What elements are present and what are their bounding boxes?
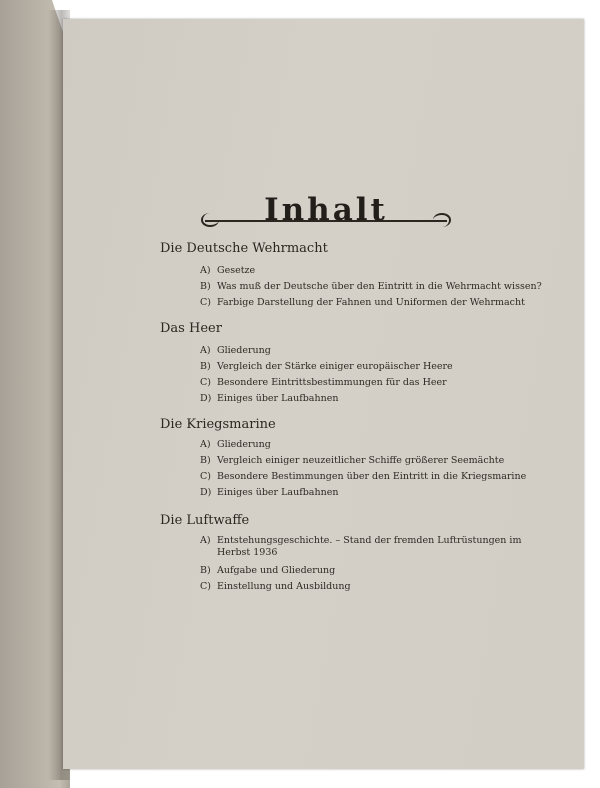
item-text: Aufgabe und Gliederung [217, 565, 336, 576]
item-letter: B) [200, 455, 211, 466]
item-text: Entstehungsgeschichte. – Stand der fremden Luftrüstungen im [217, 535, 522, 546]
section-wehrmacht [160, 241, 542, 308]
item-letter: B) [200, 361, 211, 372]
item-text-continuation: Herbst 1936 [217, 547, 278, 558]
book-page [63, 19, 584, 769]
item-text: Gesetze [217, 265, 256, 276]
list-item [200, 297, 525, 309]
item-text: Vergleich einiger neuzeitlicher Schiffe größerer Seemächte [217, 455, 505, 466]
list-item [200, 345, 271, 357]
page-title: Inhalt [264, 192, 388, 228]
item-letter: A) [200, 265, 211, 276]
item-text: Einiges über Laufbahnen [217, 393, 339, 404]
item-letter: D) [200, 393, 212, 404]
item-text: Vergleich der Stärke einiger europäischer Heere [217, 361, 453, 372]
item-text: Einstellung und Ausbildung [217, 581, 351, 592]
list-item [200, 393, 338, 405]
list-item [200, 471, 526, 483]
list-item [200, 265, 255, 277]
item-letter: B) [200, 281, 211, 292]
list-item [200, 581, 351, 593]
list-item [200, 439, 271, 451]
item-letter: A) [200, 439, 211, 450]
section-heading: Das Heer [160, 321, 222, 336]
item-letter: C) [200, 471, 211, 482]
item-text: Was muß der Deutsche über den Eintritt in die Wehrmacht wissen? [217, 281, 542, 292]
list-item [200, 535, 521, 559]
item-text: Farbige Darstellung der Fahnen und Uniformen der Wehrmacht [217, 297, 525, 308]
item-text: Besondere Bestimmungen über den Eintritt in die Kriegsmarine [217, 471, 527, 482]
item-letter: C) [200, 297, 211, 308]
item-text: Gliederung [217, 345, 271, 356]
section-heer [160, 321, 453, 404]
list-item [200, 377, 447, 389]
section-luftwaffe [160, 513, 522, 592]
section-heading: Die Deutsche Wehrmacht [160, 241, 328, 256]
item-letter: A) [200, 345, 211, 356]
item-text: Gliederung [217, 439, 271, 450]
item-letter: B) [200, 565, 211, 576]
list-item [200, 455, 504, 467]
list-item [200, 487, 338, 499]
item-letter: C) [200, 377, 211, 388]
title-block [201, 180, 451, 240]
item-letter: A) [200, 535, 211, 546]
section-heading: Die Kriegsmarine [160, 417, 276, 432]
item-letter: C) [200, 581, 211, 592]
list-item [200, 281, 542, 293]
section-heading: Die Luftwaffe [160, 513, 250, 528]
list-item [200, 565, 335, 577]
section-kriegsmarine [160, 417, 527, 498]
item-text: Einiges über Laufbahnen [217, 487, 339, 498]
list-item [200, 361, 453, 373]
item-letter: D) [200, 487, 212, 498]
item-text: Besondere Eintrittsbestimmungen für das Heer [217, 377, 447, 388]
